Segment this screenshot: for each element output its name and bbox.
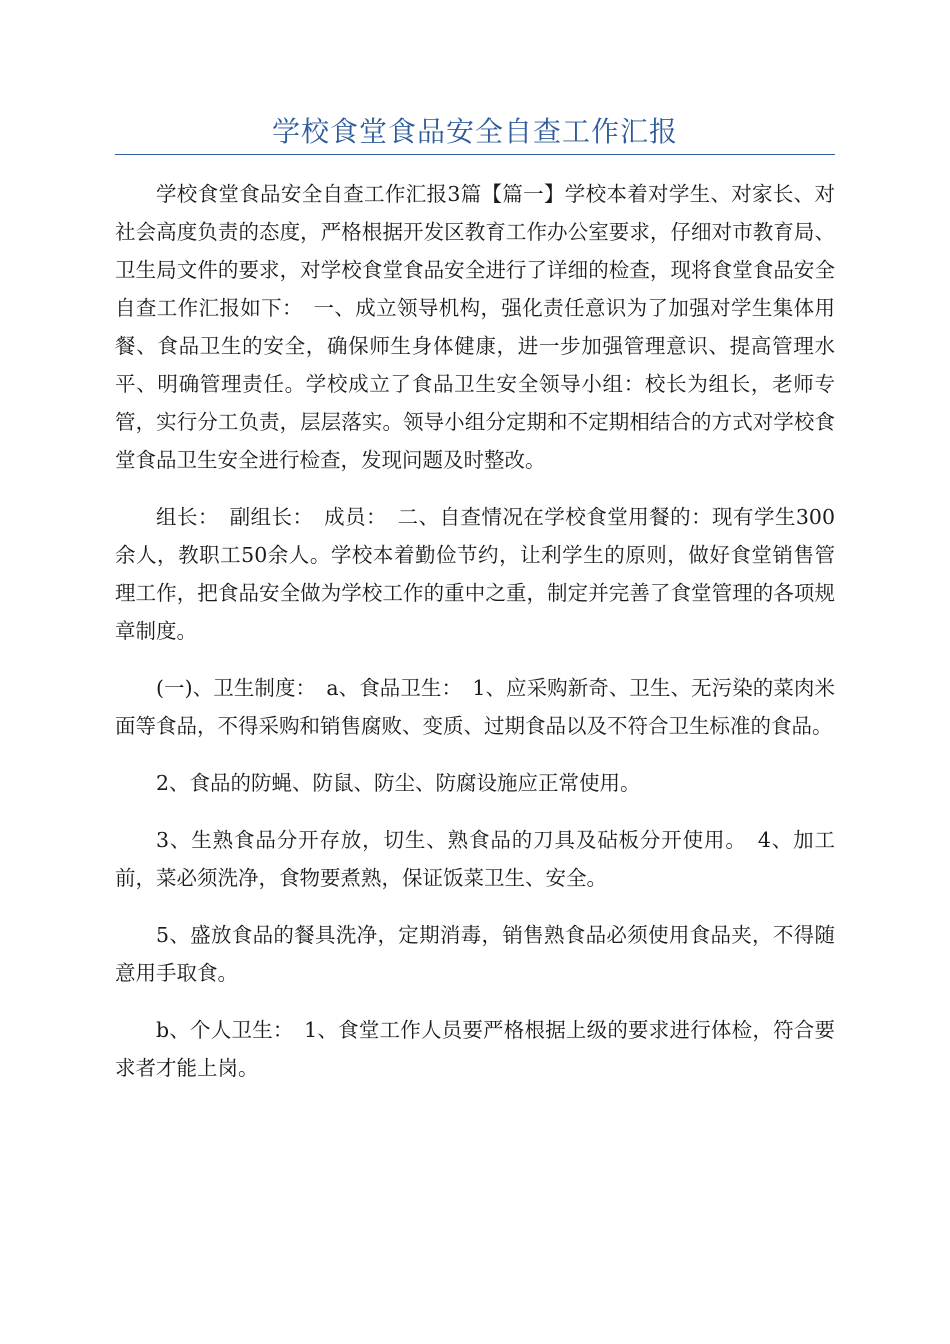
paragraph-item-2: 2、食品的防蝇、防鼠、防尘、防腐设施应正常使用。 — [156, 771, 641, 795]
paragraph-intro: 学校食堂食品安全自查工作汇报3篇【篇一】学校本着对学生、对家长、对社会高度负责的态度，严格根据开发区教育工作办公室要求，仔细对市教育局、卫生局文件的要求，对学校食堂食品安全进行了详细的检查，现将食堂食品安全自查工作汇报如下： 一、成立领导机构，强化责任意识为了加强对学生集体用餐、食品卫生的安全，确保师生身体健康，进一步加强管理意识、提高管理水平、明确管理责任。学校成立了食品卫生安全领导小组：校长为组长，老师专管，实行分工负责，层层落实。领导小组分定期和不定期相结合的方式对学校食堂食品卫生安全进行检查，发现问题及时整改。 — [115, 182, 835, 472]
paragraph-item-5: 5、盛放食品的餐具洗净，定期消毒，销售熟食品必须使用食品夹，不得随意用手取食。 — [115, 923, 835, 985]
document-body — [115, 175, 835, 1106]
title-underline — [115, 154, 835, 155]
paragraph-self-check: 组长： 副组长： 成员： 二、自查情况在学校食堂用餐的：现有学生300余人，教职工50余人。学校本着勤俭节约，让利学生的原则，做好食堂销售管理工作，把食品安全做为学校工作的重中之重，制定并完善了食堂管理的各项规章制度。 — [115, 505, 835, 643]
paragraph-hygiene-rules: (一)、卫生制度： a、食品卫生： 1、应采购新奇、卫生、无污染的菜肉米面等食品，不得采购和销售腐败、变质、过期食品以及不符合卫生标准的食品。 — [115, 676, 835, 738]
paragraph-personal-hygiene: b、个人卫生： 1、食堂工作人员要严格根据上级的要求进行体检，符合要求者才能上岗。 — [115, 1018, 835, 1080]
document-title: 学校食堂食品安全自查工作汇报 — [271, 115, 678, 148]
paragraph-item-3-4: 3、生熟食品分开存放，切生、熟食品的刀具及砧板分开使用。 4、加工前，菜必须洗净，食物要煮熟，保证饭菜卫生、安全。 — [115, 828, 835, 890]
